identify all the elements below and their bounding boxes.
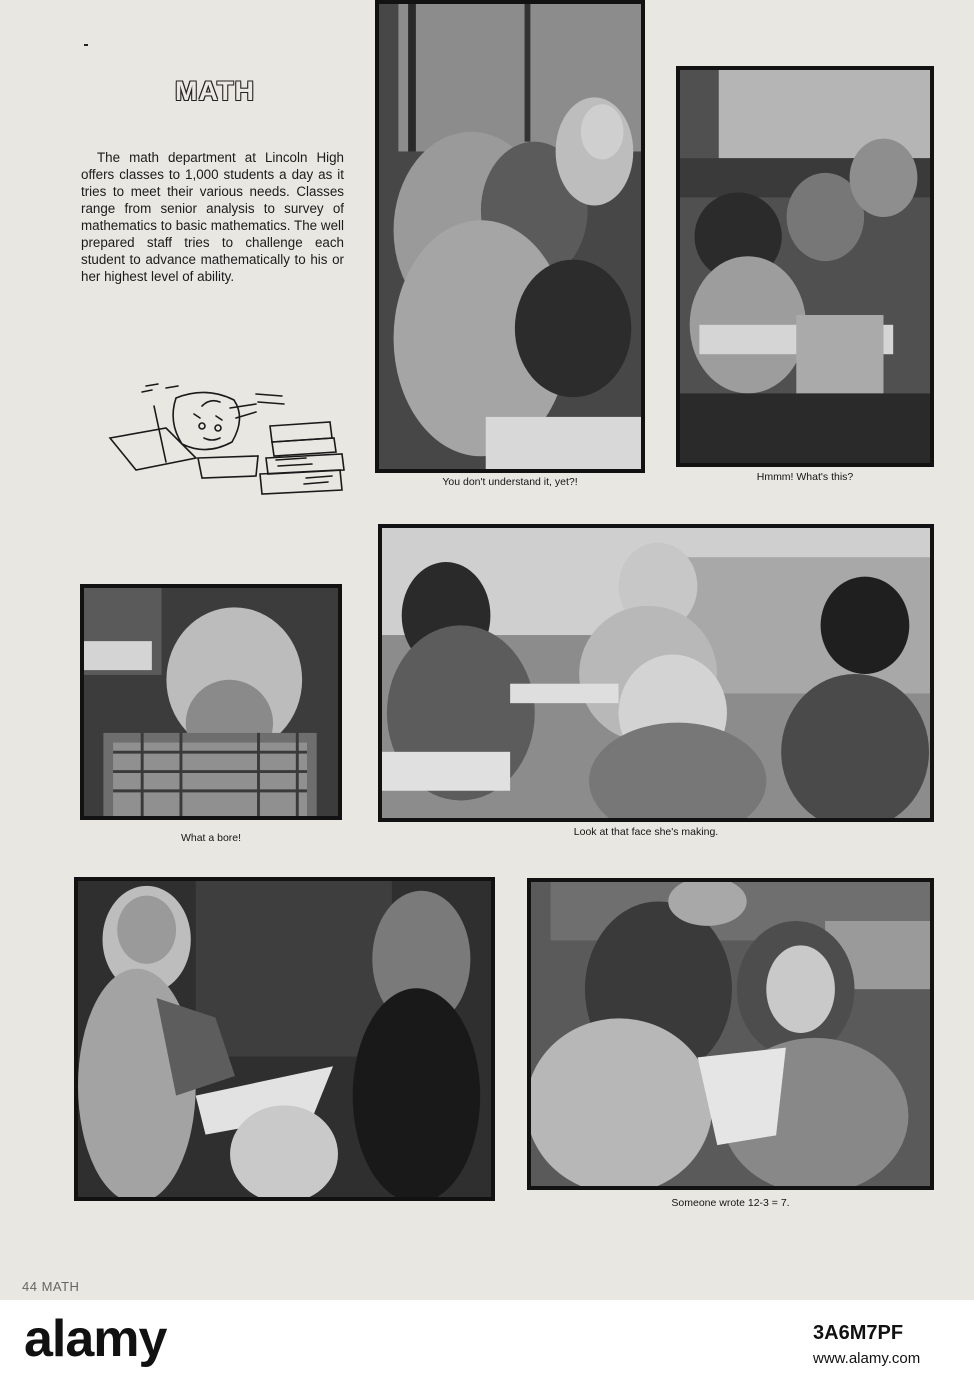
page-title: MATH [175,76,255,106]
photo-classroom-group [378,524,934,822]
alamy-logo: alamy [24,1310,167,1368]
photo-caption: Look at that face she's making. [573,826,719,838]
photo-students-laughing [527,878,934,1190]
stock-url: www.alamy.com [813,1350,921,1367]
page-mark [84,44,88,46]
intro-paragraph: The math department at Lincoln High offers classes to 1,000 students a day as it tries to meet their various needs. Classes range from senior analysis to survey of mathematics to basic mathematics. The well prepared staff tries to challenge each student to advance mathematically to his or her highest level of ability. [81,150,344,284]
cartoon-illustration [106,378,350,496]
photo-students-reading [375,0,645,473]
photo-students-writing [676,66,934,467]
photo-bored-student [80,584,342,820]
photo-teacher-with-students [74,877,495,1201]
photo-caption: Someone wrote 12-3 = 7. [671,1197,790,1209]
photo-caption: You don't understand it, yet?! [442,476,578,488]
photo-caption: Hmmm! What's this? [756,471,854,483]
photo-caption: What a bore! [180,832,242,844]
page-footer: 44 MATH [22,1279,80,1294]
stock-image-id: 3A6M7PF [813,1322,904,1344]
